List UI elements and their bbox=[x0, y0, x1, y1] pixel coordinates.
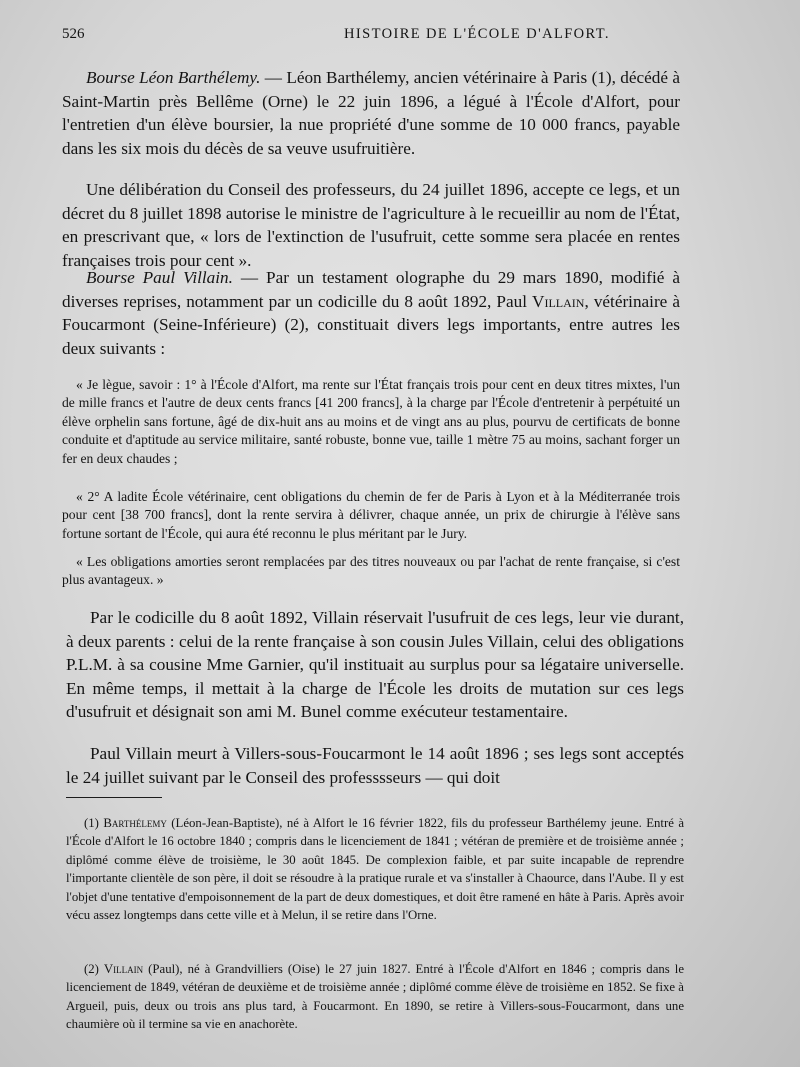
paragraph-text: , vétérinaire à Foucarmont (Seine-Inférieure) (2), constituait divers legs importants, entre autres les deux suivants : bbox=[62, 291, 680, 358]
footnote-marker: (2) bbox=[84, 962, 104, 976]
page-header bbox=[62, 26, 742, 50]
paragraph-codicil: Par le codicille du 8 août 1892, Villain réservait l'usufruit de ces legs, leur vie durant, à deux parents : celui de la rente française à son cousin Jules Villain, celui des obligations P.L.M. à sa cousine Mme Garnier, qu'il instituait au surplus pour sa légataire universelle. En même temps, il mettait à la charge de l'École les droits de mutation sur ces legs d'usufruit et désignait son ami M. Bunel comme exécuteur testamentaire. bbox=[66, 608, 684, 722]
footnote-divider bbox=[66, 797, 162, 798]
paragraph-deliberation: Une délibération du Conseil des professeurs, du 24 juillet 1896, accepte ce legs, et un décret du 8 juillet 1898 autorise le ministre de l'agriculture à le recueillir au nom de l'État, en prescrivant que, « lors de l'extinction de l'usufruit, cette somme sera placée en rentes françaises trois pour cent ». bbox=[62, 180, 680, 270]
paragraph-barthelemy bbox=[62, 66, 680, 160]
person-name: Villain bbox=[103, 962, 144, 976]
footnote-2 bbox=[66, 960, 684, 1034]
footnote-1 bbox=[66, 814, 684, 924]
paragraph-text: — Léon Barthélemy, ancien vétérinaire à Paris (1), décédé à Saint-Martin près Bellême (Orne) le 22 juin 1896, a légué à l'École d'Alfort, pour l'entretien d'un élève boursier, la nue propriété d'une somme de 10 000 francs, payable dans les six mois du décès de sa veuve usufruitière. bbox=[62, 68, 680, 158]
running-title: HISTOIRE DE L'ÉCOLE D'ALFORT. bbox=[344, 26, 610, 42]
footnote-marker: (1) bbox=[84, 816, 104, 830]
paragraph-villain bbox=[62, 266, 680, 360]
quote-bequest-1: « Je lègue, savoir : 1° à l'École d'Alfort, ma rente sur l'État français trois pour cent en deux titres mixtes, l'un de mille francs et l'autre de deux cents francs [41 200 francs], à la charge par l'École d'entretenir à perpétuité un élève orphelin sans fortune, âgé de dix-huit ans au moins et de vingt ans au plus, pourvu de certificats de bonne conduite et d'aptitude au service militaire, santé robuste, bonne vue, taille 1 mètre 75 au moins, sachant forger un fer en deux chaudes ; bbox=[62, 377, 680, 466]
paragraph-death: Paul Villain meurt à Villers-sous-Foucarmont le 14 août 1896 ; ses legs sont acceptés le 24 juillet suivant par le Conseil des professsseurs — qui doit bbox=[66, 744, 684, 787]
footnote-text: (Paul), né à Grandvilliers (Oise) le 27 juin 1827. Entré à l'École d'Alfort en 1846 ; compris dans le licenciement de 1849, vétéran de deuxième et de troisième année ; diplômé comme élève de troisième en 1852. Se fixe à Argueil, puis, deux ou trois ans plus tard, à Foucarmont. En 1890, se retire à Villers-sous-Foucarmont, dans une chaumière où il termine sa vie en anachorète. bbox=[66, 962, 684, 1032]
quote-bequest-2: « 2° A ladite École vétérinaire, cent obligations du chemin de fer de Paris à Lyon et à la Méditerranée trois pour cent [38 700 francs], dont la rente servira à délivrer, chaque année, un prix de chirurgie à l'élève sans fortune sortant de l'École, qui aura été reconnu le plus méritant par le Jury. bbox=[62, 489, 680, 541]
person-name: Villain bbox=[532, 291, 585, 311]
paragraph-heading: Bourse Léon Barthélemy. bbox=[86, 68, 261, 87]
quote-bequest-3: « Les obligations amorties seront remplacées par des titres nouveaux ou par l'achat de rente française, si c'est plus avantageux. » bbox=[62, 554, 680, 588]
paragraph-text: — Par un testament olographe du 29 mars 1890, modifié à diverses reprises, notamment par un codicille du 8 août 1892, Paul bbox=[62, 268, 680, 311]
footnote-text: (Léon-Jean-Baptiste), né à Alfort le 16 février 1822, fils du professeur Barthélemy jeune. Entré à l'École d'Alfort le 16 octobre 1840 ; compris dans le licenciement de 1841 ; vétéran de première et de troisième année ; diplômé comme élève de troisième, le 30 août 1845. De complexion faible, et par suite incapable de reprendre l'importante clientèle de son père, il doit se résoudre à la pratique rurale et va s'installer à Chaource, dans l'Aube. Il y est l'objet d'une tentative d'empoisonnement de la part de deux domestiques, et doit être ramené en hâte à Paris. Après avoir vécu assez longtemps dans cette ville et à Melun, il se retire dans l'Orne. bbox=[66, 816, 684, 923]
paragraph-heading: Bourse Paul Villain. bbox=[86, 268, 233, 287]
person-name: Barthélemy bbox=[103, 816, 167, 830]
page-number: 526 bbox=[62, 26, 85, 42]
